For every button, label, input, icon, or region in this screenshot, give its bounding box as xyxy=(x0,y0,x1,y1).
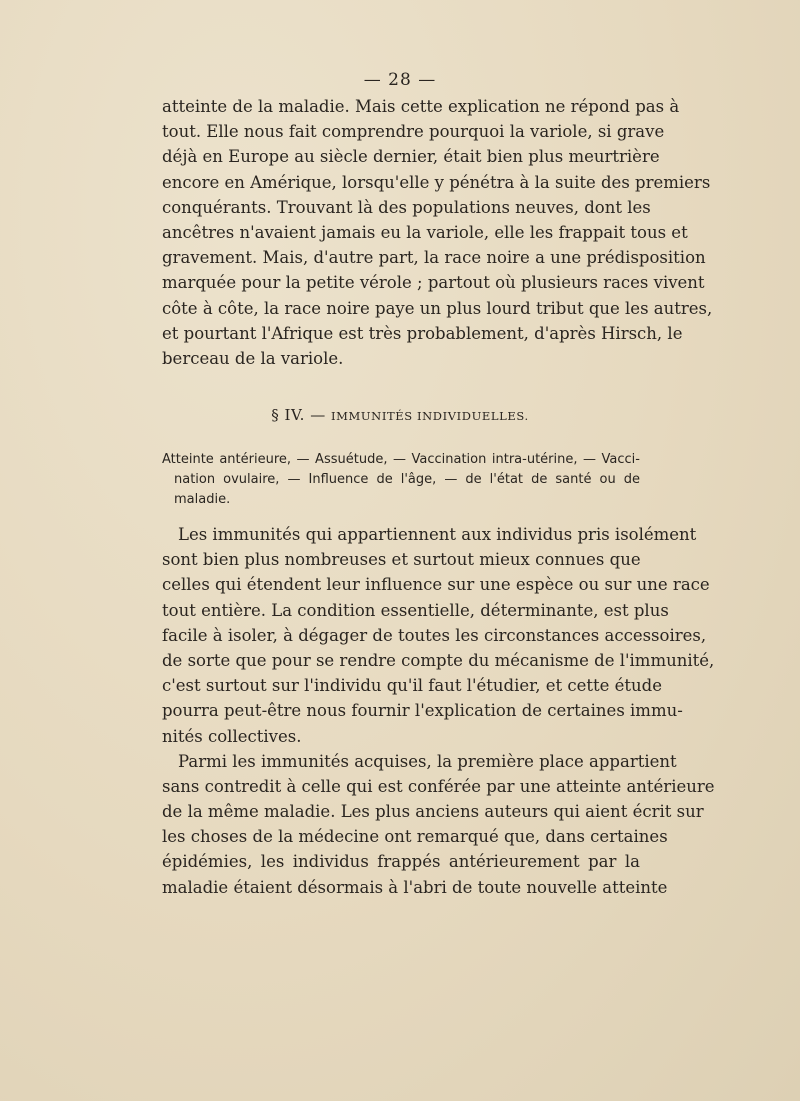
summary-line: nation ovulaire, — Influence de l'âge, — de l'état de santé ou de xyxy=(174,472,640,487)
text-line: tout. Elle nous fait comprendre pourquoi la variole, si grave xyxy=(162,122,665,142)
text-line: de sorte que pour se rendre compte du mécanisme de l'immunité, xyxy=(162,650,715,670)
text-line: Parmi les immunités acquises, la première place appartient xyxy=(178,751,677,771)
text-line: Les immunités qui appartiennent aux individus pris isolément xyxy=(178,525,697,544)
paragraph-2-and-3 xyxy=(162,522,715,900)
text-line: côte à côte, la race noire paye un plus lourd tribut que les autres, xyxy=(162,298,713,318)
text-line: sont bien plus nombreuses et surtout mieux connues que xyxy=(162,550,641,570)
text-line: les choses de la médecine ont remarqué que, dans certaines xyxy=(162,827,668,847)
text-line: encore en Amérique, lorsqu'elle y pénétra à la suite des premiers xyxy=(162,172,711,192)
section-symbol: § IV. xyxy=(271,406,305,424)
text-line: berceau de la variole. xyxy=(162,348,344,368)
text-line: nités collectives. xyxy=(162,726,302,746)
summary-line: Atteinte antérieure, — Assuétude, — Vaccination intra-utérine, — Vacci- xyxy=(162,452,640,467)
text-line: de la même maladie. Les plus anciens auteurs qui aient écrit sur xyxy=(162,802,704,822)
text-line: celles qui étendent leur influence sur une espèce ou sur une race xyxy=(162,575,710,595)
text-line: tout entière. La condition essentielle, déterminante, est plus xyxy=(162,600,669,620)
section-dash: — xyxy=(310,406,326,424)
text-line: c'est surtout sur l'individu qu'il faut l'étudier, et cette étude xyxy=(162,676,662,696)
text-line: maladie étaient désormais à l'abri de toute nouvelle atteinte xyxy=(162,877,668,897)
text-line: pourra peut-être nous fournir l'explication de certaines immu- xyxy=(162,701,683,721)
text-line: sans contredit à celle qui est conférée par une atteinte antérieure xyxy=(162,776,715,796)
text-line: ancêtres n'avaient jamais eu la variole, elle les frappait tous et xyxy=(162,222,688,242)
section-summary xyxy=(162,450,640,510)
section-heading xyxy=(0,406,800,424)
text-line: gravement. Mais, d'autre part, la race noire a une prédisposition xyxy=(162,248,706,268)
paragraph-1 xyxy=(162,94,713,371)
text-line: épidémies, les individus frappés antérieurement par la xyxy=(162,852,640,872)
text-line: déjà en Europe au siècle dernier, était bien plus meurtrière xyxy=(162,147,660,167)
section-title: IMMUNITÉS INDIVIDUELLES. xyxy=(331,409,529,423)
text-line: conquérants. Trouvant là des populations neuves, dont les xyxy=(162,197,651,217)
summary-line: maladie. xyxy=(174,492,231,507)
page-number: — 28 — xyxy=(363,70,437,90)
text-line: facile à isoler, à dégager de toutes les circonstances accessoires, xyxy=(162,625,707,645)
text-line: et pourtant l'Afrique est très probablement, d'après Hirsch, le xyxy=(162,323,683,343)
text-line: marquée pour la petite vérole ; partout où plusieurs races vivent xyxy=(162,273,705,293)
text-line: atteinte de la maladie. Mais cette explication ne répond pas à xyxy=(162,97,680,116)
